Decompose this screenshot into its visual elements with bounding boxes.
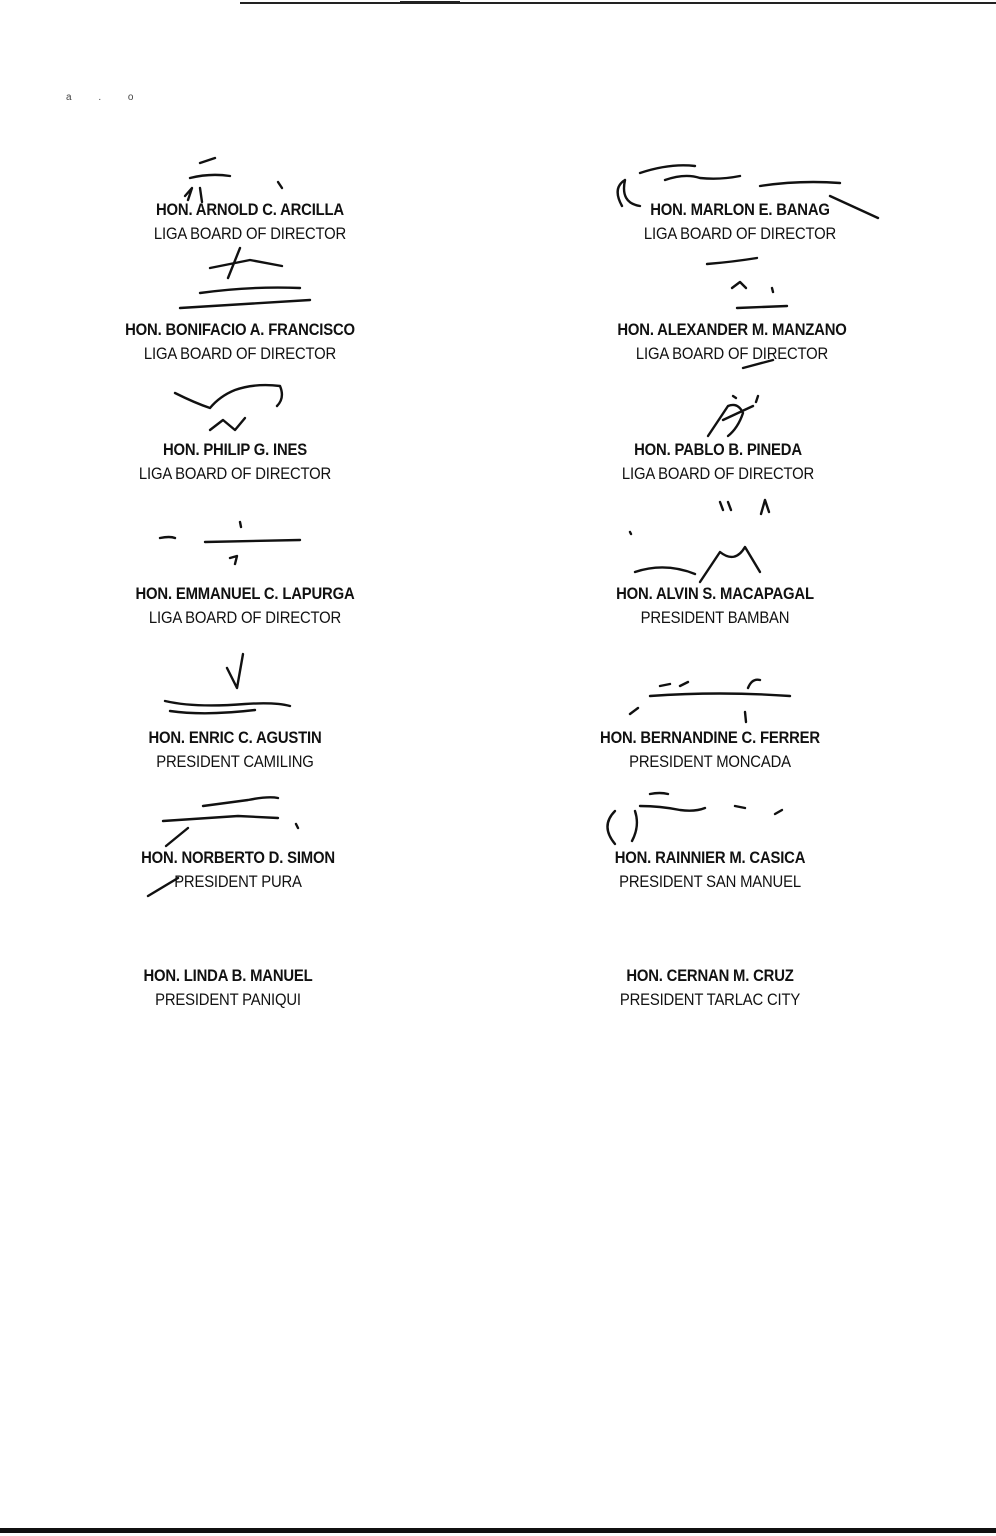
- signatory-block-right-6: [520, 846, 900, 894]
- signatory-block-right-4: [525, 582, 905, 630]
- signatory-title: LIGA BOARD OF DIRECTOR: [635, 345, 829, 363]
- top-border-line: [240, 2, 996, 4]
- signatory-name: HON. MARLON E. BANAG: [650, 201, 830, 219]
- signatory-block-right-5: [520, 726, 900, 774]
- signatory-block-right-7: [520, 964, 900, 1012]
- signatory-name: HON. ALVIN S. MACAPAGAL: [616, 585, 814, 603]
- signatory-block-left-1: [60, 198, 440, 246]
- signatory-block-right-1: [550, 198, 930, 246]
- bottom-border-line: [0, 1528, 996, 1533]
- signatory-title: LIGA BOARD OF DIRECTOR: [148, 609, 342, 627]
- signatory-name: HON. PHILIP G. INES: [162, 441, 307, 459]
- signatory-title: PRESIDENT BAMBAN: [640, 609, 790, 627]
- corner-mark: a . o: [66, 92, 146, 103]
- signatory-block-right-3: [528, 438, 908, 486]
- signatory-name: HON. ALEXANDER M. MANZANO: [617, 321, 847, 339]
- signatory-title: PRESIDENT PURA: [174, 873, 302, 891]
- signatory-title: LIGA BOARD OF DIRECTOR: [621, 465, 815, 483]
- signatory-name: HON. BERNANDINE C. FERRER: [600, 729, 820, 747]
- signatory-name: HON. EMMANUEL C. LAPURGA: [135, 585, 355, 603]
- signatory-block-left-7: [38, 964, 418, 1012]
- signatory-block-left-6: [48, 846, 428, 894]
- signatory-title: PRESIDENT SAN MANUEL: [619, 873, 801, 891]
- signatory-title: PRESIDENT MONCADA: [629, 753, 791, 771]
- signatory-name: HON. NORBERTO D. SIMON: [141, 849, 335, 867]
- signatory-title: LIGA BOARD OF DIRECTOR: [153, 225, 347, 243]
- signatory-name: HON. ENRIC C. AGUSTIN: [148, 729, 322, 747]
- signatory-title: PRESIDENT PANIQUI: [155, 991, 301, 1009]
- signatory-block-left-4: [55, 582, 435, 630]
- signatory-block-left-5: [45, 726, 425, 774]
- signatory-title: LIGA BOARD OF DIRECTOR: [138, 465, 332, 483]
- signatory-name: HON. RAINNIER M. CASICA: [614, 849, 806, 867]
- signatory-name: HON. ARNOLD C. ARCILLA: [156, 201, 344, 219]
- signatory-title: PRESIDENT TARLAC CITY: [619, 991, 801, 1009]
- signatory-block-right-2: [542, 318, 922, 366]
- signatory-title: LIGA BOARD OF DIRECTOR: [643, 225, 837, 243]
- signatory-block-left-3: [45, 438, 425, 486]
- top-border-mark: [400, 1, 460, 4]
- signatory-name: HON. CERNAN M. CRUZ: [626, 967, 794, 985]
- signatory-name: HON. PABLO B. PINEDA: [634, 441, 802, 459]
- signatory-block-left-2: [50, 318, 430, 366]
- signatory-name: HON. BONIFACIO A. FRANCISCO: [125, 321, 355, 339]
- signatory-title: PRESIDENT CAMILING: [156, 753, 314, 771]
- signatory-name: HON. LINDA B. MANUEL: [143, 967, 313, 985]
- signatory-title: LIGA BOARD OF DIRECTOR: [143, 345, 337, 363]
